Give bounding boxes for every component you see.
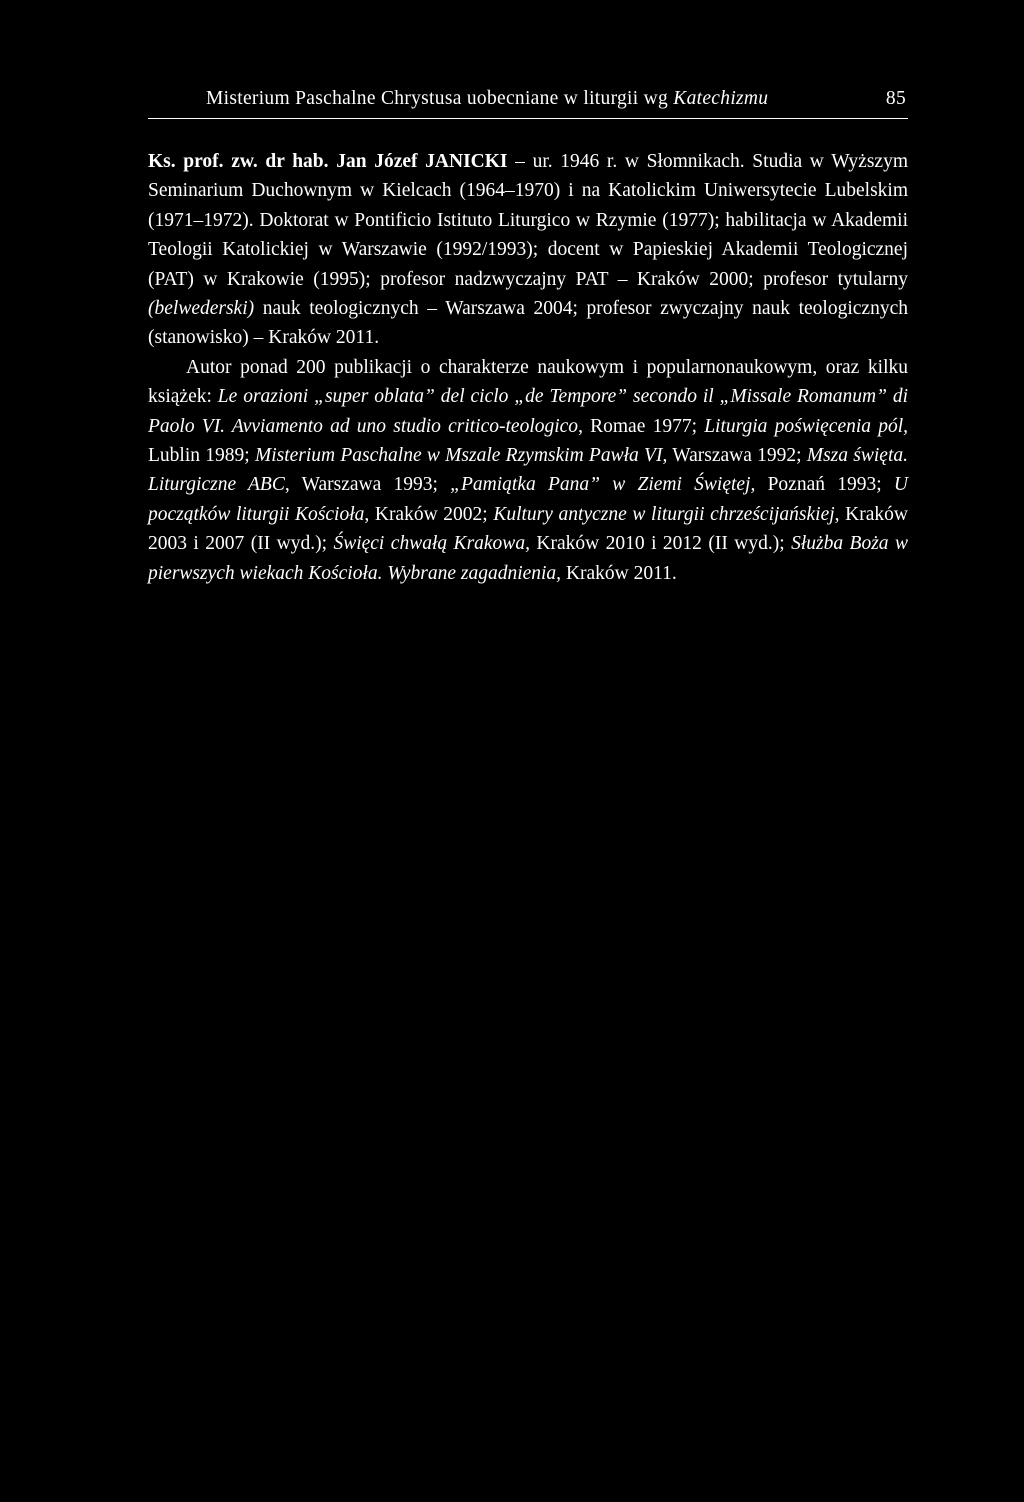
- running-title: [206, 88, 768, 110]
- book-title: Le orazioni „super oblata” del ciclo „de Tempore” secondo il „Missale Romanum” di Paolo VI. Avviamento ad uno studio critico-teologico: [148, 386, 908, 437]
- career-italic: (belwederski): [148, 298, 255, 320]
- book-title: Misterium Paschalne w Mszale Rzymskim Pawła VI,: [254, 445, 668, 467]
- publications-intro: Autor ponad 200 publikacji o charakterze naukowym i popularnonaukowym, oraz kilku książek:: [148, 356, 908, 408]
- book-title: Msza święta. Liturgiczne ABC: [148, 445, 908, 496]
- career-text-end: nauk teologicznych – Warszawa 2004; profesor zwyczajny nauk teologicznych (stanowisko) – Kraków 2011.: [148, 298, 908, 349]
- book-info: Lublin 1989;: [148, 445, 255, 467]
- book-title: „Pamiątka Pana” w Ziemi Świętej,: [450, 474, 756, 496]
- book-title: Liturgia poświęcenia pól,: [704, 415, 909, 437]
- book-title: U początków liturgii Kościoła: [148, 474, 908, 525]
- book-info: , Warszawa 1993;: [284, 474, 451, 496]
- book-title: Kultury antyczne w liturgii chrześcijańskiej: [493, 503, 835, 525]
- running-title-italic: Katechizmu: [673, 88, 769, 109]
- book-info: Kraków 2010 i 2012 (II wyd.);: [529, 533, 792, 555]
- book-info: Poznań 1993;: [755, 474, 894, 496]
- author-name: Ks. prof. zw. dr hab. Jan Józef JANICKI: [148, 151, 508, 172]
- book-info: Warszawa 1992;: [667, 445, 807, 467]
- book-title: Służba Boża w pierwszych wiekach Kościoła. Wybrane zagadnienia,: [148, 533, 908, 584]
- book-info: Kraków 2011.: [561, 562, 677, 584]
- bio-paragraph-career: [148, 147, 908, 353]
- book-info: , Kraków 2003 i 2007 (II wyd.);: [148, 503, 908, 555]
- book-title: Święci chwałą Krakowa,: [333, 533, 530, 555]
- author-biography: [148, 147, 908, 588]
- book-info: , Romae 1977;: [578, 415, 705, 437]
- book-info: , Kraków 2002;: [364, 503, 494, 525]
- bio-paragraph-publications: [148, 353, 908, 588]
- running-title-text: Misterium Paschalne Chrystusa uobecniane w liturgii wg: [206, 88, 674, 109]
- running-header: [148, 88, 908, 119]
- career-text: – ur. 1946 r. w Słomnikach. Studia w Wyższym Seminarium Duchownym w Kielcach (1964–1970) i na Katolickim Uniwersytecie Lubelskim (1971–1972). Doktorat w Pontificio Istituto Liturgico w Rzymie (1977); habilitacja w Akademii Teologii Katolickiej w Warszawie (1992/1993); docent w Papieskiej Akademii Teologicznej (PAT) w Krakowie (1995); profesor nadzwyczajny PAT – Kraków 2000; profesor tytularny: [148, 151, 908, 290]
- page-number: 85: [885, 88, 906, 109]
